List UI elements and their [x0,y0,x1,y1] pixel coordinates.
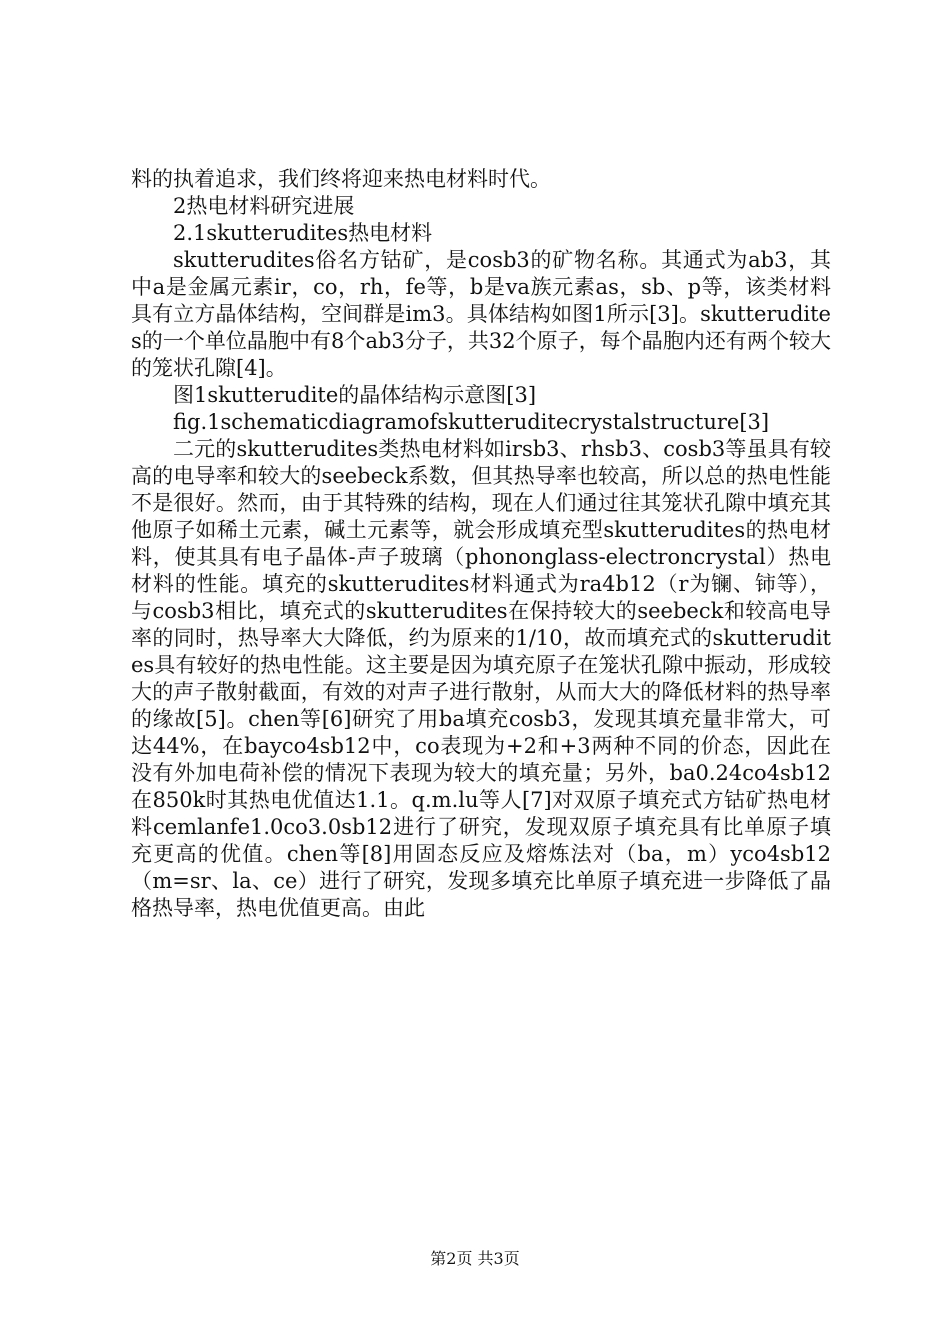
subsection-heading: 2.1skutterudites热电材料 [173,221,433,245]
paragraph-continuation: 料的执着追求，我们终将迎来热电材料时代。 [131,167,551,191]
section-heading: 2热电材料研究进展 [173,194,355,218]
paragraph: 二元的skutterudites类热电材料如irsb3、rhsb3、cosb3等虽具有较高的电导率和较大的seebeck系数，但其热导率也较高，所以总的热电性能不是很好。然而，由于其特殊的结构，现在人们通过往其笼状孔隙中填充其他原子如稀土元素，碱土元素等，就会形成填充型skutterudites的热电材料，使其具有电子晶体-声子玻璃（phononglass-electroncrystal）热电材料的性能。填充的skutterudites材料通式为ra4b12（r为镧、铈等），与cosb3相比，填充式的skutterudites在保持较大的seebeck和较高电导率的同时，热导率大大降低，约为原来的1/10，故而填充式的skutterudites具有较好的热电性能。这主要是因为填充原子在笼状孔隙中振动，形成较大的声子散射截面，有效的对声子进行散射，从而大大的降低材料的热导率的缘故[5]。chen等[6]研究了用ba填充cosb3，发现其填充量非常大，可达44%，在bayco4sb12中，co表现为+2和+3两种不同的价态，因此在没有外加电荷补偿的情况下表现为较大的填充量；另外，ba0.24co4sb12在850k时其热电优值达1.1。q.m.lu等人[7]对双原子填充式方钴矿热电材料cemlanfe1.0co3.0sb12进行了研究，发现双原子填充具有比单原子填充更高的优值。chen等[8]用固态反应及熔炼法对（ba，m）yco4sb12（m=sr、la、ce）进行了研究，发现多填充比单原子填充进一步降低了晶格热导率，热电优值更高。由此 [131,437,831,920]
figure-caption-cn: 图1skutterudite的晶体结构示意图[3] [173,383,537,407]
paragraph: skutterudites俗名方钴矿，是cosb3的矿物名称。其通式为ab3，其中a是金属元素ir，co，rh，fe等，b是va族元素as，sb、p等，该类材料具有立方晶体结构，空间群是im3。具体结构如图1所示[3]。skutterudites的一个单位晶胞中有8个ab3分子，共32个原子，每个晶胞内还有两个较大的笼状孔隙[4]。 [131,248,831,380]
body-text [131,166,831,922]
page-footer: 第2页 共3页 [430,1249,520,1268]
figure-caption-en: fig.1schematicdiagramofskutteruditecrystalstructure[3] [173,410,770,434]
